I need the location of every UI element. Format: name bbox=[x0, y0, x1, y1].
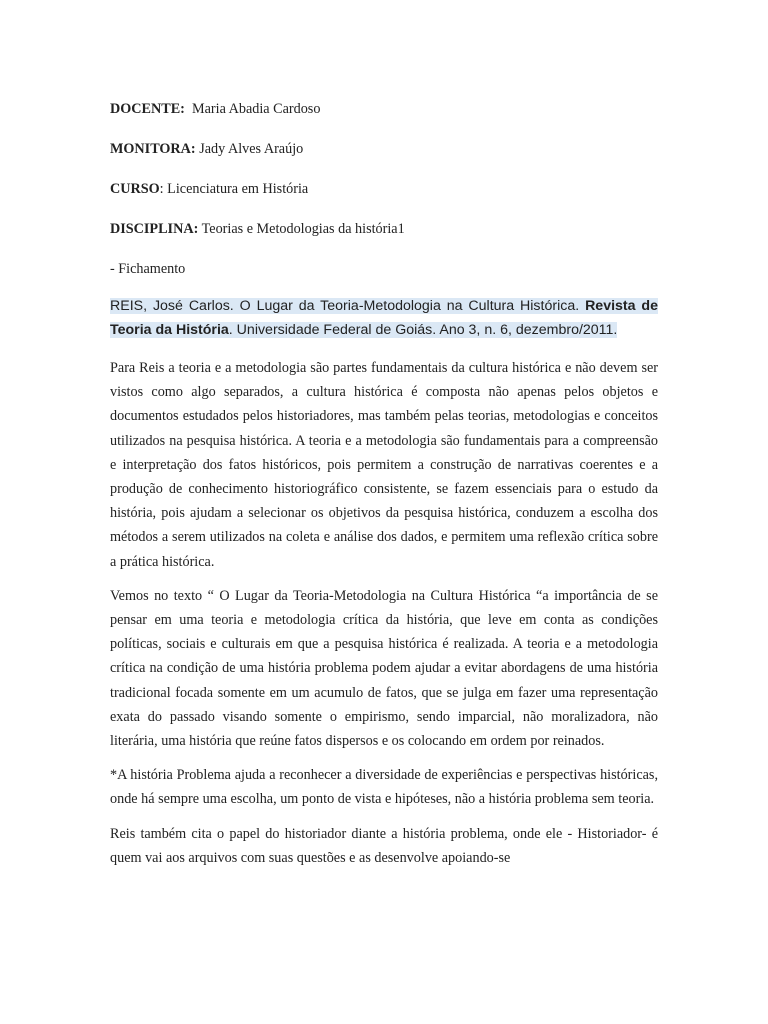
monitora-line bbox=[110, 136, 658, 162]
docente-line bbox=[110, 96, 658, 122]
reference-part1: REIS, José Carlos. O Lugar da Teoria-Metodologia na Cultura Histórica. bbox=[110, 298, 586, 314]
paragraph-2: Vemos no texto “ O Lugar da Teoria-Metodologia na Cultura Histórica “a importância de se pensar em uma teoria e metodologia crítica da história, que leve em conta as condições políticas, sociais e culturais em que a pesquisa histórica é realizada. A teoria e a metodologia crítica na condição de uma história problema podem ajudar a evitar abordagens de uma história tradicional focada somente em um acumulo de fatos, que se julga em fazer uma representação exata do passado visando somente o empirismo, sendo imparcial, não moralizadora, não literária, uma história que reúne fatos dispersos e os colocando em ordem por reinados. bbox=[110, 587, 658, 750]
curso-line bbox=[110, 176, 658, 202]
docente-value: Maria Abadia Cardoso bbox=[191, 101, 321, 117]
section-title: - Fichamento bbox=[110, 261, 186, 277]
monitora-label: MONITORA: bbox=[110, 141, 196, 157]
curso-label: CURSO bbox=[110, 181, 160, 197]
bibliographic-reference bbox=[110, 294, 658, 342]
docente-label: DOCENTE: bbox=[110, 101, 185, 117]
paragraph-1: Para Reis a teoria e a metodologia são partes fundamentais da cultura histórica e não devem ser vistos como algo separados, a cultura histórica é composta não apenas pelos objetos e documentos estudados pelos historiadores, mas também pelas teorias, metodologias e conceitos utilizados na pesquisa histórica. A teoria e a metodologia são fundamentais para a compreensão e interpretação dos fatos históricos, pois permitem a construção de narrativas coerentes e a produção de conhecimento historiográfico consistente, se fazem essenciais para o estudo da história, pois ajudam a selecionar os objetivos da pesquisa histórica, conduzem a escolha dos métodos a serem utilizados na coleta e análise dos dados, e permitem uma reflexão crítica sobre a prática histórica. bbox=[110, 360, 658, 570]
disciplina-label: DISCIPLINA: bbox=[110, 221, 199, 237]
disciplina-line bbox=[110, 216, 658, 242]
document-content bbox=[110, 96, 658, 880]
monitora-value: Jady Alves Araújo bbox=[199, 141, 304, 157]
curso-value: Licenciatura em História bbox=[167, 181, 309, 197]
disciplina-value: Teorias e Metodologias da história1 bbox=[201, 221, 405, 237]
paragraph-4: Reis também cita o papel do historiador diante a história problema, onde ele - Historiador- é quem vai aos arquivos com suas questões e as desenvolve apoiando-se bbox=[110, 825, 658, 866]
curso-separator: : bbox=[159, 181, 164, 197]
reference-journal: Revista de Teoria da História bbox=[110, 298, 658, 338]
reference-part2: . Universidade Federal de Goiás. Ano 3, n. 6, dezembro/2011. bbox=[228, 322, 618, 338]
paragraph-3: *A história Problema ajuda a reconhecer a diversidade de experiências e perspectivas históricas, onde há sempre uma escolha, um ponto de vista e hipóteses, não a história problema sem teoria. bbox=[110, 767, 658, 808]
